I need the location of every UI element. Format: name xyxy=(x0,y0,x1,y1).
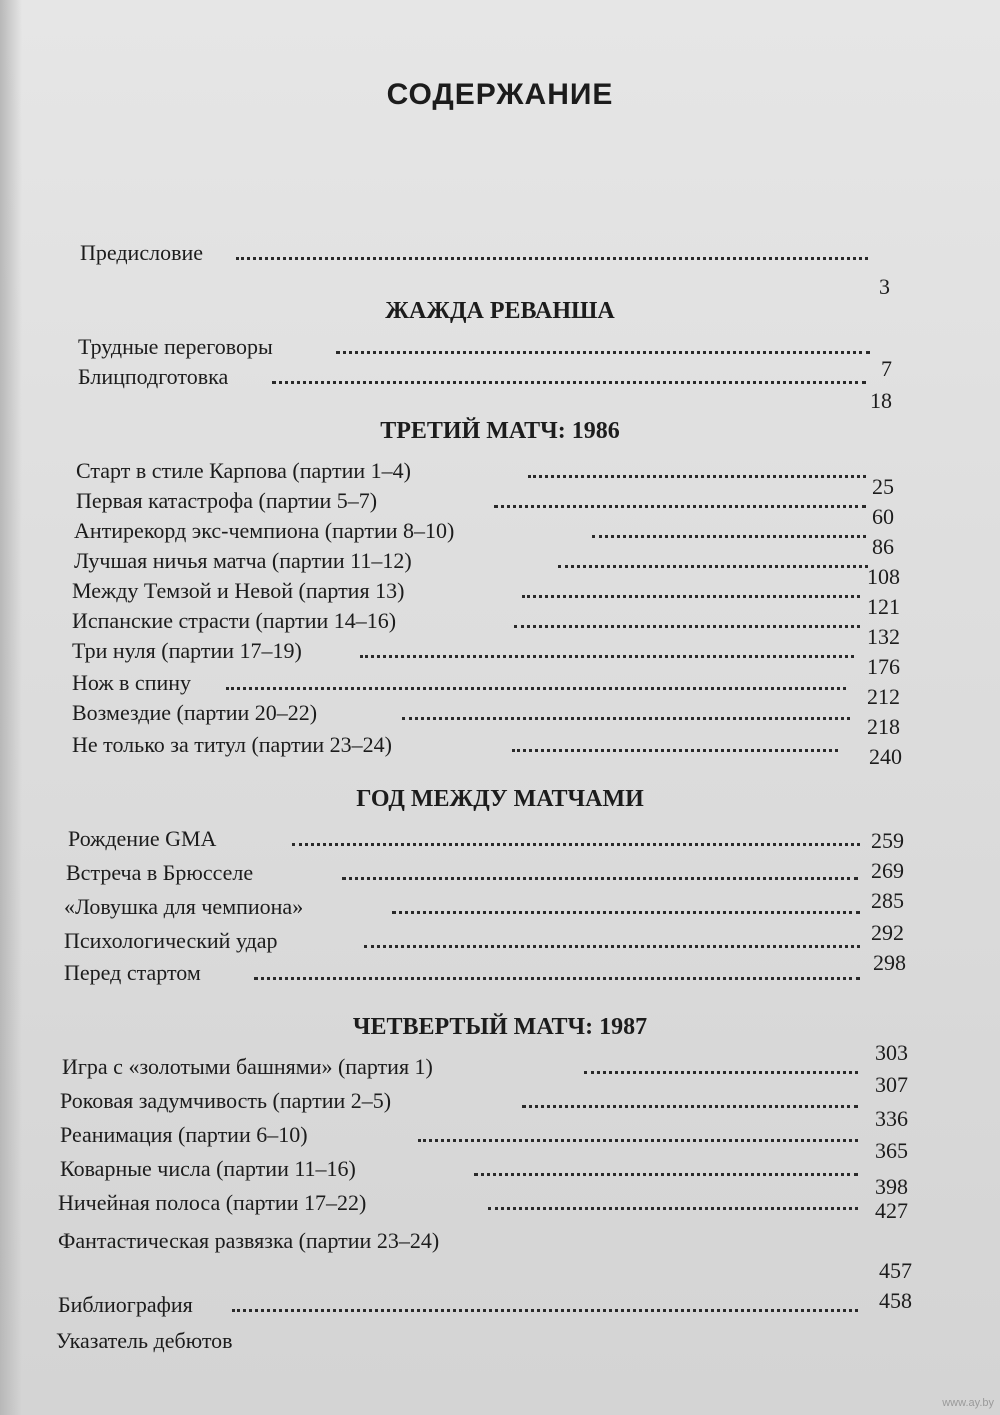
toc-entry-label: Психологический удар xyxy=(64,928,278,953)
toc-entry xyxy=(0,730,1000,769)
toc-entry-page: 457 xyxy=(879,1258,912,1283)
toc-entry-label: Три нуля (партии 17–19) xyxy=(72,638,302,663)
toc-entry-label: Испанские страсти (партии 14–16) xyxy=(72,608,397,633)
toc-entry xyxy=(0,950,1000,988)
toc-entry-preface xyxy=(0,238,1000,299)
toc-entry-page: 60 xyxy=(872,504,894,529)
toc-leader-dots xyxy=(232,1309,858,1312)
toc-entry-label: Коварные числа (партии 11–16) xyxy=(60,1156,356,1181)
toc-entry xyxy=(0,456,1000,499)
toc-entry-page: 218 xyxy=(867,714,900,739)
toc-entry-label: Указатель дебютов xyxy=(56,1328,233,1353)
toc-entry-label: Возмездие (партии 20–22) xyxy=(72,700,318,725)
toc-leader-dots xyxy=(402,717,850,720)
toc-entry-page: 240 xyxy=(869,744,902,769)
toc-leader-dots xyxy=(336,351,870,354)
toc-entry xyxy=(0,858,1000,888)
toc-entry xyxy=(0,516,1000,559)
toc-leader-dots xyxy=(254,977,860,980)
toc-leader-dots xyxy=(514,625,860,628)
toc-entry-page: 132 xyxy=(867,624,900,649)
section-heading: ТРЕТИЙ МАТЧ: 1986 xyxy=(380,418,620,444)
toc-leader-dots xyxy=(236,257,868,260)
section-heading: ГОД МЕЖДУ МАТЧАМИ xyxy=(356,786,644,812)
toc-leader-dots xyxy=(342,877,858,880)
toc-entry-page: 336 xyxy=(875,1106,908,1131)
toc-entry-page: 365 xyxy=(875,1138,908,1163)
toc-leader-dots xyxy=(364,945,860,948)
toc-entry-page: 3 xyxy=(879,274,890,299)
toc-entry-label: Антирекорд экс-чемпиона (партии 8–10) xyxy=(74,518,455,543)
toc-entry-page: 86 xyxy=(872,534,894,559)
toc-leader-dots xyxy=(360,655,854,658)
toc-entry-page: 298 xyxy=(873,950,906,975)
toc-entry-page: 108 xyxy=(867,564,900,589)
toc-entry-page: 458 xyxy=(879,1288,912,1313)
page-title: СОДЕРЖАНИЕ xyxy=(386,78,614,111)
toc-entry-page: 303 xyxy=(875,1040,908,1065)
toc-entry-page: 427 xyxy=(875,1198,908,1223)
toc-entry-page: 176 xyxy=(867,654,900,679)
toc-entry xyxy=(0,668,1000,709)
toc-entry-label: Трудные переговоры xyxy=(78,334,273,359)
toc-leader-dots xyxy=(272,381,866,384)
toc-entry xyxy=(0,546,1000,589)
toc-leader-dots xyxy=(488,1207,858,1210)
toc-leader-dots xyxy=(494,505,866,508)
toc-entry-label: Ничейная полоса (партии 17–22) xyxy=(58,1190,367,1215)
watermark-text: www.ay.by xyxy=(942,1397,994,1409)
toc-entry-label: Библиография xyxy=(58,1292,193,1317)
toc-entry-page: 7 xyxy=(881,356,892,381)
toc-entry-page: 121 xyxy=(867,594,900,619)
toc-entry-page: 292 xyxy=(871,920,904,945)
toc-leader-dots xyxy=(592,535,866,538)
toc-entry xyxy=(0,362,1000,413)
toc-entry-label: Предисловие xyxy=(80,240,203,265)
toc-entry-page: 18 xyxy=(870,388,892,413)
toc-entry xyxy=(0,824,1000,854)
toc-entry-label: Реанимация (партии 6–10) xyxy=(60,1122,308,1147)
toc-leader-dots xyxy=(558,565,868,568)
toc-entry-label: Блицподготовка xyxy=(78,364,229,389)
toc-entry xyxy=(0,636,1000,679)
toc-leader-dots xyxy=(292,843,860,846)
toc-entry-page: 285 xyxy=(871,888,904,913)
toc-entry-label: Первая катастрофа (партии 5–7) xyxy=(76,488,378,513)
toc-entry-label: Перед стартом xyxy=(64,960,201,985)
toc-entry-label: Игра с «золотыми башнями» (партия 1) xyxy=(62,1054,433,1079)
toc-entry-page: 259 xyxy=(871,828,904,853)
toc-entry-bibliography xyxy=(0,1258,1000,1320)
toc-entry-label: Встреча в Брюсселе xyxy=(66,860,254,885)
toc-entry xyxy=(0,698,1000,739)
toc-entry-label: Рождение GMA xyxy=(68,826,217,851)
toc-entry-page: 269 xyxy=(871,858,904,883)
toc-leader-dots xyxy=(528,475,866,478)
toc-entry-page: 25 xyxy=(872,474,894,499)
toc-entry-label: Не только за титул (партии 23–24) xyxy=(72,732,393,757)
toc-entry xyxy=(0,606,1000,649)
toc-entry-label: Старт в стиле Карпова (партии 1–4) xyxy=(76,458,411,483)
toc-entry-page: 398 xyxy=(875,1174,908,1199)
toc-leader-dots xyxy=(584,1071,858,1074)
toc-leader-dots xyxy=(474,1173,858,1176)
toc-entry-label: Лучшая ничья матча (партии 11–12) xyxy=(74,548,412,573)
section-heading: ЧЕТВЕРТЫЙ МАТЧ: 1987 xyxy=(352,1014,648,1040)
toc-entry-label: Роковая задумчивость (партии 2–5) xyxy=(60,1088,392,1113)
toc-leader-dots xyxy=(392,911,860,914)
toc-entry xyxy=(0,576,1000,619)
toc-leader-dots xyxy=(226,687,846,690)
toc-entry-label: Нож в спину xyxy=(72,670,192,695)
toc-leader-dots xyxy=(418,1139,858,1142)
section-heading: ЖАЖДА РЕВАНША xyxy=(385,298,615,324)
toc-leader-dots xyxy=(512,749,838,752)
toc-entry-label: Между Темзой и Невой (партия 13) xyxy=(72,578,405,603)
toc-entry xyxy=(0,486,1000,529)
toc-entry-page: 212 xyxy=(867,684,900,709)
toc-entry-label: Фантастическая развязка (партии 23–24) xyxy=(58,1228,440,1253)
toc-entry-label: «Ловушка для чемпиона» xyxy=(64,894,304,919)
toc-leader-dots xyxy=(522,595,860,598)
toc-leader-dots xyxy=(522,1105,858,1108)
toc-entry-page: 307 xyxy=(875,1072,908,1097)
